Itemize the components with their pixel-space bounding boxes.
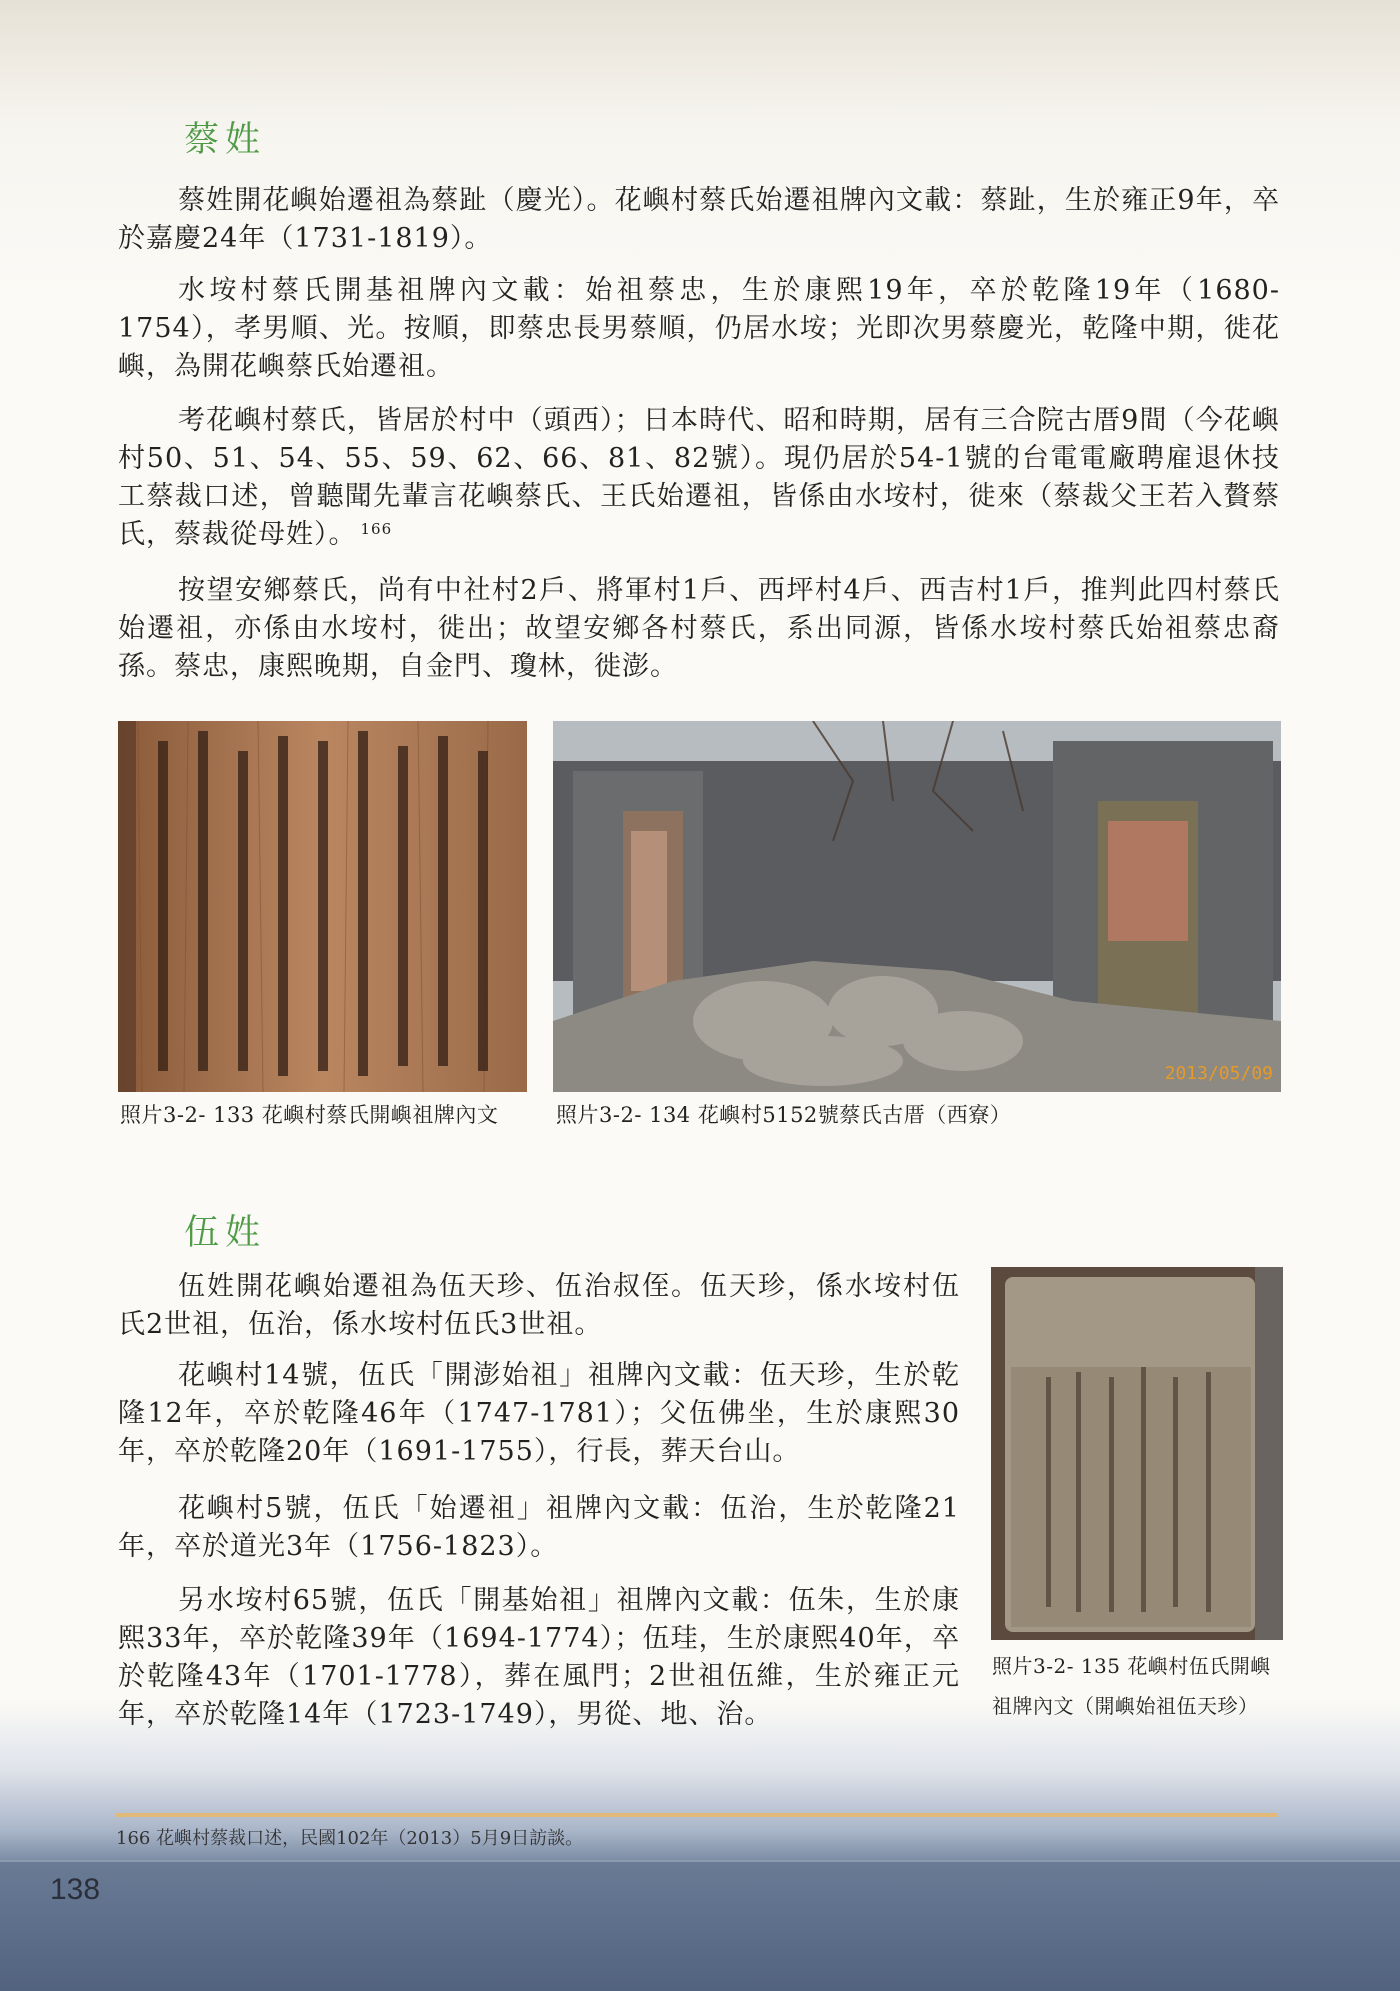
section-heading-wu: 伍姓 (184, 1213, 267, 1253)
photo-caption-line1: 照片3-2- 135 花嶼村伍氏開嶼 (992, 1654, 1271, 1678)
footnote-text: 166 花嶼村蔡裁口述，民國102年（2013）5月9日訪談。 (116, 1828, 584, 1849)
paragraph-text: 考花嶼村蔡氏，皆居於村中（頭西）；日本時代、昭和時期，居有三合院古厝9間（今花嶼村50、51、54、55、59、62、66、81、82號）。現仍居於54-1號的台電電廠聘雇退休技工蔡裁口述，曾聽聞先輩言花嶼蔡氏、王氏始遷祖，皆係由水垵村，徙來（蔡裁父王若入贅蔡氏，蔡裁從母姓）。 (118, 405, 1280, 550)
sea-background (0, 1860, 1400, 1991)
footnote-divider (116, 1813, 1278, 1817)
photo-ancestral-tablet-cai (118, 721, 527, 1092)
horizon-line (0, 1860, 1400, 1862)
paragraph-with-footnote (118, 402, 1280, 554)
footnote-reference: 166 (360, 520, 393, 538)
photo-caption-line2: 祖牌內文（開嶼始祖伍天珍） (992, 1694, 1259, 1718)
paragraph: 伍姓開花嶼始遷祖為伍天珍、伍治叔侄。伍天珍，係水垵村伍氏2世祖，伍治，係水垵村伍氏3世祖。 (118, 1271, 960, 1340)
photo-caption: 照片3-2- 134 花嶼村5152號蔡氏古厝（西寮） (556, 1103, 1012, 1127)
paragraph: 另水垵村65號，伍氏「開基始祖」祖牌內文載：伍朱，生於康熙33年，卒於乾隆39年（1694-1774）；伍珪，生於康熙40年，卒於乾隆43年（1701-1778），葬在風門；2世祖伍維，生於雍正元年，卒於乾隆14年（1723-1749），男從、地、治。 (118, 1585, 960, 1730)
paragraph: 蔡姓開花嶼始遷祖為蔡趾（慶光）。花嶼村蔡氏始遷祖牌內文載：蔡趾，生於雍正9年，卒於嘉慶24年（1731-1819）。 (118, 185, 1280, 254)
photo-date-stamp: 2013/05/09 (1164, 1063, 1273, 1084)
photo-ancestral-tablet-wu (991, 1267, 1283, 1640)
page-number: 138 (50, 1873, 101, 1906)
paragraph: 花嶼村14號，伍氏「開澎始祖」祖牌內文載：伍天珍，生於乾隆12年，卒於乾隆46年（1747-1781）；父伍佛坐，生於康熙30年，卒於乾隆20年（1691-1755），行長，葬天台山。 (118, 1360, 960, 1467)
paragraph: 水垵村蔡氏開基祖牌內文載：始祖蔡忠，生於康熙19年，卒於乾隆19年（1680-1754），孝男順、光。按順，即蔡忠長男蔡順，仍居水垵；光即次男蔡慶光，乾隆中期，徙花嶼，為開花嶼蔡氏始遷祖。 (118, 275, 1280, 382)
section-heading-cai: 蔡姓 (184, 120, 267, 160)
photo-old-house-ruins (553, 721, 1281, 1092)
photo-caption: 照片3-2- 133 花嶼村蔡氏開嶼祖牌內文 (120, 1103, 499, 1127)
paragraph: 按望安鄉蔡氏，尚有中社村2戶、將軍村1戶、西坪村4戶、西吉村1戶，推判此四村蔡氏始遷祖，亦係由水垵村，徙出；故望安鄉各村蔡氏，系出同源，皆係水垵村蔡氏始祖蔡忠裔孫。蔡忠，康熙晚期，自金門、瓊林，徙澎。 (118, 575, 1280, 682)
paragraph: 花嶼村5號，伍氏「始遷祖」祖牌內文載：伍治，生於乾隆21年，卒於道光3年（1756-1823）。 (118, 1493, 960, 1562)
